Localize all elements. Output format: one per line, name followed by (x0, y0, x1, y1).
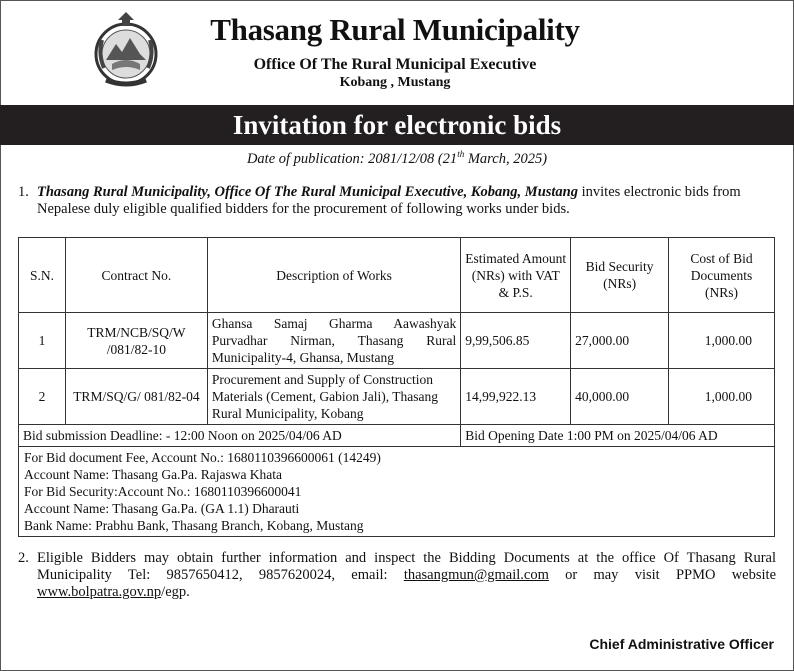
submission-deadline: Bid submission Deadline: - 12:00 Noon on 2025/04/06 AD (19, 425, 461, 447)
municipality-title: Thasang Rural Municipality (210, 12, 580, 47)
email-link[interactable]: thasangmun@gmail.com (403, 567, 549, 583)
notice-banner: Invitation for electronic bids (0, 105, 794, 145)
accounts-row (19, 447, 775, 537)
bids-table (18, 237, 775, 537)
header-sn: S.N. (19, 238, 66, 313)
header-bid-doc-cost: Cost of Bid Documents (NRs) (669, 238, 775, 313)
account-line: Account Name: Thasang Ga.Pa. Rajaswa Khata (24, 467, 283, 482)
paragraph-2 (18, 550, 776, 601)
opening-date: Bid Opening Date 1:00 PM on 2025/04/06 AD (461, 425, 775, 447)
row-description: Ghansa Samaj Gharma Aawashyak Purvadhar Nirman, Thasang Rural Municipality-4, Ghansa, Mustang (207, 313, 460, 369)
paragraph-2-text: Eligible Bidders may obtain further information and inspect the Bidding Documents at the office Of Thasang Rural Municipality Tel: 9857650412, 9857620024, email: (37, 550, 776, 583)
account-line: For Bid Security:Account No.: 1680110396600041 (24, 484, 302, 499)
row-bid-security: 40,000.00 (571, 369, 669, 425)
table-row (19, 313, 775, 369)
signature-title: Chief Administrative Officer (589, 636, 774, 652)
office-location: Kobang , Mustang (339, 75, 451, 90)
row-sn: 2 (19, 369, 66, 425)
row-bid-security: 27,000.00 (571, 313, 669, 369)
paragraph-2-text-end: /egp. (161, 584, 190, 600)
account-line: For Bid document Fee, Account No.: 1680110396600061 (14249) (24, 450, 381, 465)
row-bid-doc-cost: 1,000.00 (669, 313, 775, 369)
row-estimated-amount: 14,99,922.13 (461, 369, 571, 425)
row-bid-doc-cost: 1,000.00 (669, 369, 775, 425)
table-header-row (19, 238, 775, 313)
account-line: Account Name: Thasang Ga.Pa. (GA 1.1) Dharauti (24, 501, 300, 516)
website-link[interactable]: www.bolpatra.gov.np (37, 584, 162, 600)
row-contract-no: TRM/NCB/SQ/W /081/82-10 (65, 313, 207, 369)
header-contract-no: Contract No. (65, 238, 207, 313)
paragraph-2-number: 2. (18, 550, 29, 566)
account-line: Bank Name: Prabhu Bank, Thasang Branch, Kobang, Mustang (24, 518, 364, 533)
notice-header (0, 0, 794, 105)
header-estimated-amount: Estimated Amount (NRs) with VAT & P.S. (461, 238, 571, 313)
paragraph-1-number: 1. (18, 184, 29, 200)
publication-date (0, 149, 794, 168)
table-row (19, 369, 775, 425)
paragraph-1-text: invites electronic bids from Nepalese duly eligible qualified bidders for the procurement of following works under bids. (37, 184, 741, 217)
account-details (19, 447, 775, 537)
publication-date-sup: th (457, 149, 465, 159)
paragraph-1-lead: Thasang Rural Municipality, Office Of The Rural Municipal Executive, Kobang, Mustang (37, 184, 578, 200)
paragraph-1 (18, 184, 776, 218)
row-sn: 1 (19, 313, 66, 369)
row-estimated-amount: 9,99,506.85 (461, 313, 571, 369)
row-contract-no: TRM/SQ/G/ 081/82-04 (65, 369, 207, 425)
header-description: Description of Works (207, 238, 460, 313)
publication-date-prefix: Date of publication: 2081/12/08 (21 (246, 150, 458, 167)
paragraph-2-text-mid: or may visit PPMO website (548, 567, 777, 583)
deadline-row (19, 425, 775, 447)
publication-date-suffix: March, 2025) (464, 150, 548, 167)
office-subtitle: Office Of The Rural Municipal Executive (253, 56, 537, 73)
row-description: Procurement and Supply of Construction Materials (Cement, Gabion Jali), Thasang Rural Municipality, Kobang (207, 369, 460, 425)
header-bid-security: Bid Security (NRs) (571, 238, 669, 313)
nepal-government-emblem-icon (92, 10, 160, 90)
